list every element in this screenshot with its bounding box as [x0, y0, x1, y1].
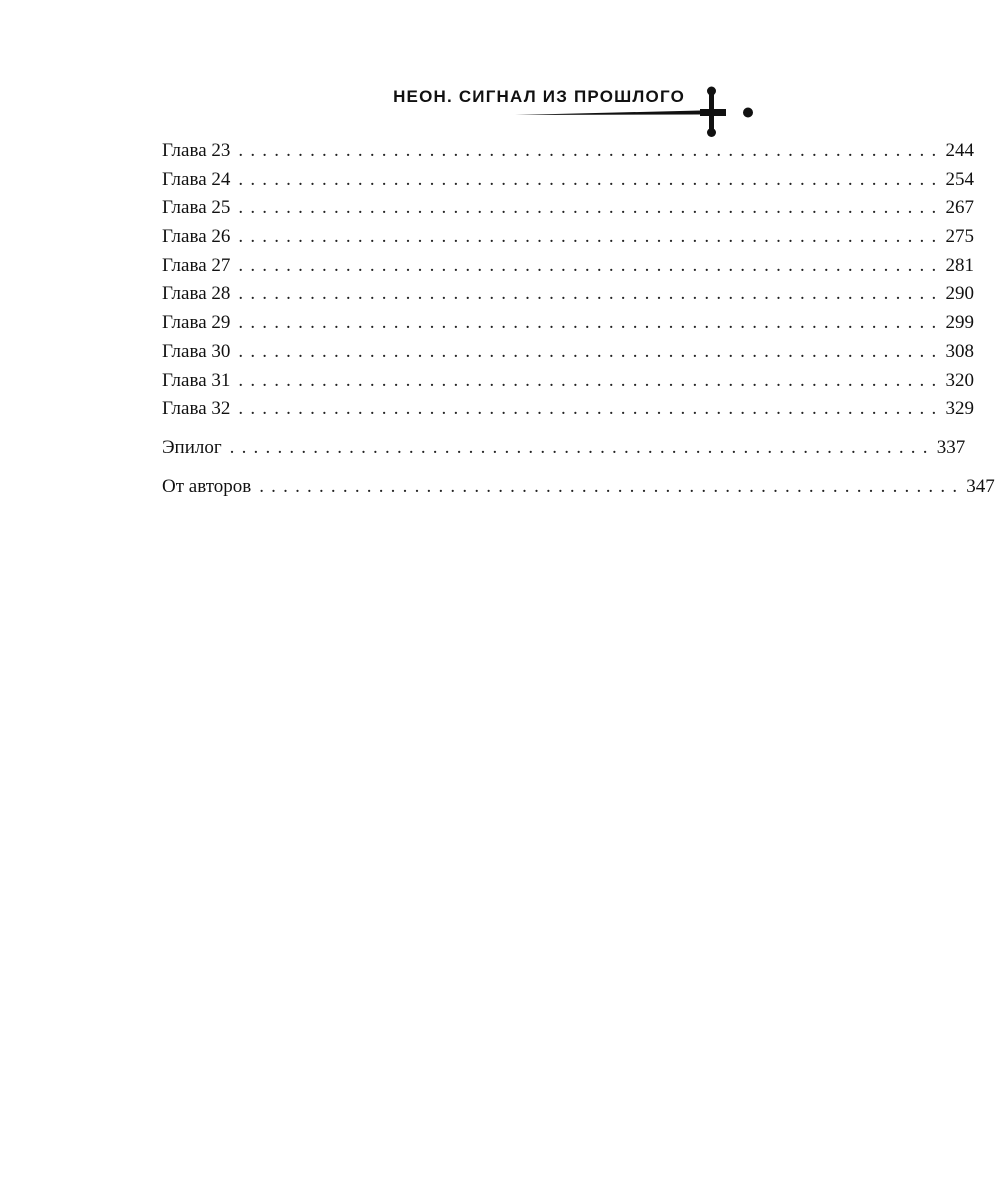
toc-entry-label: Глава 24 [162, 168, 231, 190]
toc-entry-label: Глава 31 [162, 369, 231, 391]
toc-leader-dots: ........................................................... [238, 168, 944, 190]
toc-entry [162, 367, 974, 396]
toc-entry [162, 194, 974, 223]
toc-leader-dots: ........................................................... [238, 340, 944, 362]
dagger-icon [515, 78, 755, 138]
toc-leader-dots: ........................................................... [238, 398, 944, 420]
table-of-contents [162, 137, 995, 501]
toc-entry [162, 252, 974, 281]
toc-entry-page: 299 [945, 312, 974, 334]
toc-entry-label: Глава 23 [162, 140, 231, 161]
toc-entry-page: 308 [945, 340, 974, 362]
toc-entry-from-authors [162, 473, 995, 502]
toc-leader-dots: ........................................................... [238, 283, 944, 305]
book-title: НЕОН. СИГНАЛ ИЗ ПРОШЛОГО [393, 87, 685, 106]
toc-entry-epilogue [162, 434, 966, 463]
toc-entry-page: 347 [966, 475, 995, 497]
toc-leader-dots: ........................................................... [238, 140, 944, 161]
toc-leader-dots: ........................................................... [238, 226, 944, 248]
toc-entry-page: 244 [945, 140, 974, 161]
toc-entry-page: 337 [936, 436, 966, 458]
toc-entry-label: От авторов [162, 475, 252, 497]
toc-entry-label: Глава 27 [162, 254, 231, 276]
toc-entry-page: 275 [945, 226, 974, 248]
toc-entry-page: 329 [945, 398, 974, 420]
toc-entry-page: 290 [945, 283, 974, 305]
toc-entry [162, 223, 974, 252]
toc-entry-page: 281 [945, 254, 974, 276]
toc-leader-dots: ........................................................... [238, 369, 944, 391]
toc-leader-dots: ........................................................... [238, 254, 944, 276]
toc-leader-dots: ........................................................... [229, 436, 935, 458]
toc-entry-label: Глава 32 [162, 398, 231, 420]
toc-entry-label: Глава 26 [162, 226, 231, 248]
toc-entry-label: Глава 28 [162, 283, 231, 305]
toc-entry [162, 395, 974, 424]
running-header [0, 78, 900, 138]
toc-entry-label: Глава 29 [162, 312, 231, 334]
toc-entry-page: 267 [945, 197, 974, 219]
toc-entry [162, 280, 974, 309]
toc-entry-page: 320 [945, 369, 974, 391]
toc-entry [162, 309, 974, 338]
toc-entry [162, 338, 974, 367]
toc-entry-label: Эпилог [162, 436, 222, 458]
toc-entry-label: Глава 25 [162, 197, 231, 219]
toc-entry [162, 137, 974, 166]
toc-leader-dots: ........................................................... [238, 197, 944, 219]
toc-entry-page: 254 [945, 168, 974, 190]
toc-leader-dots: ........................................................... [238, 312, 944, 334]
toc-entry [162, 166, 974, 195]
toc-entry-label: Глава 30 [162, 340, 231, 362]
toc-leader-dots: ........................................................... [259, 475, 965, 497]
